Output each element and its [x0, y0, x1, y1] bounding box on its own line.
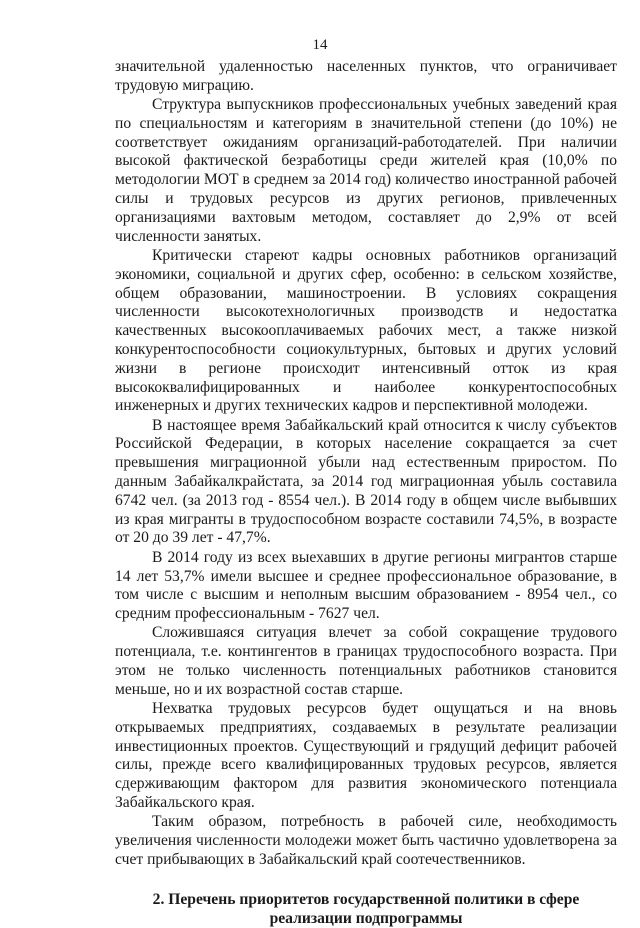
- paragraph-3: Критически стареют кадры основных работников организаций экономики, социальной и других сфер, особенно: в сельском хозяйстве, общем образовании, машиностроении. В условиях сокращения численности высокотехнологичных производств и недостатка качественных высокооплачиваемых рабочих мест, а также низкой конкурентоспособности социокультурных, бытовых и других условий жизни в регионе происходит интенсивный отток из края высококвалифицированных и наиболее конкурентоспособных инженерных и других технических кадров и перспективной молодежи.: [115, 246, 617, 415]
- paragraph-6: Сложившаяся ситуация влечет за собой сокращение трудового потенциала, т.е. контингентов в границах трудоспособного возраста. При этом не только численность потенциальных работников становится меньше, но и их возрастной состав старше.: [115, 624, 617, 698]
- paragraph-7: Нехватка трудовых ресурсов будет ощущаться и на вновь открываемых предприятиях, создаваемых в результате реализации инвестиционных проектов. Существующий и грядущий дефицит рабочей силы, прежде всего квалифицированных трудовых ресурсов, является сдерживающим фактором для развития экономического потенциала Забайкальского края.: [115, 700, 617, 812]
- document-body: [115, 58, 617, 928]
- paragraph-4: В настоящее время Забайкальский край относится к числу субъектов Российской Федерации, в которых население сокращается за счет превышения миграционной убыли над естественным приростом. По данным Забайкалкрайстата, за 2014 год миграционная убыль составила 6742 чел. (за 2013 год - 8554 чел.). В 2014 году в общем числе выбывших из края мигранты в трудоспособном возрасте составили 74,5%, в возрасте от 20 до 39 лет - 47,7%.: [115, 416, 617, 547]
- paragraph-1: значительной удаленностью населенных пунктов, что ограничивает трудовую миграцию.: [115, 58, 617, 94]
- page-number: 14: [312, 37, 328, 53]
- paragraph-5: В 2014 году из всех выехавших в другие регионы мигрантов старше 14 лет 53,7% имели высшее и среднее профессиональное образование, в том числе с высшим и неполным высшим образованием - 8954 чел., со средним профессиональным - 7627 чел.: [115, 548, 617, 623]
- paragraph-8: Таким образом, потребность в рабочей силе, необходимость увеличения численности молодежи может быть частично удовлетворена за счет прибывающих в Забайкальский край соотечественников.: [115, 813, 617, 868]
- section-heading: 2. Перечень приоритетов государственной политики в сфере реализации подпрограммы: [152, 890, 580, 927]
- paragraph-2: Структура выпускников профессиональных учебных заведений края по специальностям и категориям в значительной степени (до 10%) не соответствует ожиданиям организаций-работодателей. При наличии высокой фактической безработицы среди жителей края (10,0% по методологии МОТ в среднем за 2014 год) количество иностранной рабочей силы и трудовых ресурсов из других регионов, привлеченных организациями вахтовым методом, составляет до 2,9% от всей численности занятых.: [115, 96, 617, 245]
